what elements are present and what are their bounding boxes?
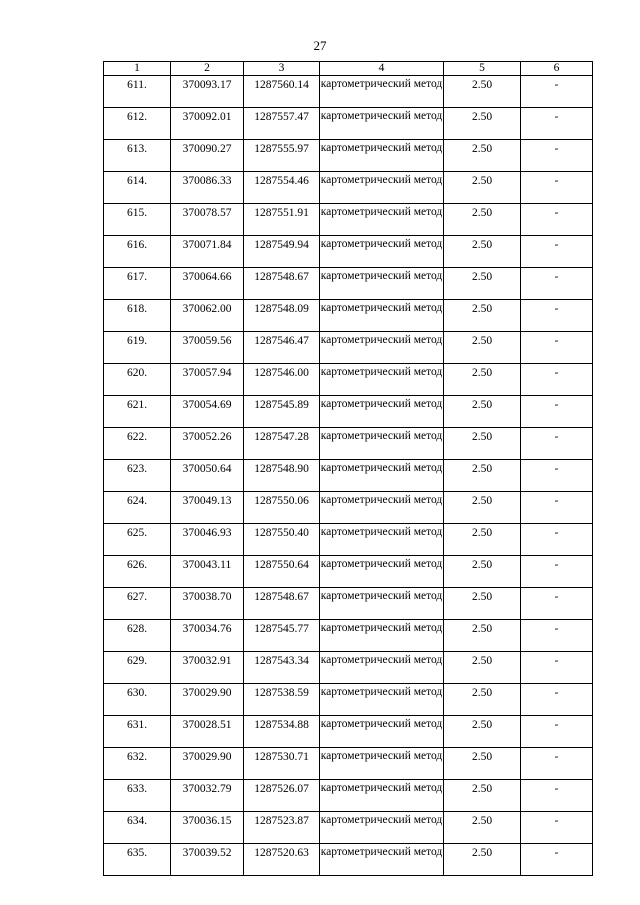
y-coordinate-cell: 1287538.59 xyxy=(244,684,320,716)
accuracy-cell: 2.50 xyxy=(444,460,521,492)
column-header-6: 6 xyxy=(521,62,593,76)
coordinates-table xyxy=(103,61,593,876)
point-number-cell: 625. xyxy=(104,524,171,556)
accuracy-cell: 2.50 xyxy=(444,140,521,172)
method-cell: картометрический метод xyxy=(320,76,444,108)
point-number-cell: 631. xyxy=(104,716,171,748)
note-cell: - xyxy=(521,812,593,844)
y-coordinate-cell: 1287550.64 xyxy=(244,556,320,588)
x-coordinate-cell: 370028.51 xyxy=(171,716,244,748)
accuracy-cell: 2.50 xyxy=(444,780,521,812)
x-coordinate-cell: 370032.91 xyxy=(171,652,244,684)
table-row xyxy=(104,332,593,364)
note-cell: - xyxy=(521,556,593,588)
accuracy-cell: 2.50 xyxy=(444,204,521,236)
y-coordinate-cell: 1287550.40 xyxy=(244,524,320,556)
accuracy-cell: 2.50 xyxy=(444,108,521,140)
method-cell: картометрический метод xyxy=(320,492,444,524)
x-coordinate-cell: 370034.76 xyxy=(171,620,244,652)
method-cell: картометрический метод xyxy=(320,844,444,876)
accuracy-cell: 2.50 xyxy=(444,652,521,684)
method-cell: картометрический метод xyxy=(320,588,444,620)
accuracy-cell: 2.50 xyxy=(444,492,521,524)
point-number-cell: 628. xyxy=(104,620,171,652)
x-coordinate-cell: 370043.11 xyxy=(171,556,244,588)
point-number-cell: 624. xyxy=(104,492,171,524)
y-coordinate-cell: 1287520.63 xyxy=(244,844,320,876)
point-number-cell: 612. xyxy=(104,108,171,140)
point-number-cell: 611. xyxy=(104,76,171,108)
y-coordinate-cell: 1287548.67 xyxy=(244,268,320,300)
x-coordinate-cell: 370092.01 xyxy=(171,108,244,140)
table-row xyxy=(104,556,593,588)
x-coordinate-cell: 370029.90 xyxy=(171,748,244,780)
method-cell: картометрический метод xyxy=(320,268,444,300)
y-coordinate-cell: 1287546.47 xyxy=(244,332,320,364)
accuracy-cell: 2.50 xyxy=(444,236,521,268)
accuracy-cell: 2.50 xyxy=(444,748,521,780)
method-cell: картометрический метод xyxy=(320,236,444,268)
method-cell: картометрический метод xyxy=(320,620,444,652)
accuracy-cell: 2.50 xyxy=(444,684,521,716)
accuracy-cell: 2.50 xyxy=(444,396,521,428)
point-number-cell: 616. xyxy=(104,236,171,268)
note-cell: - xyxy=(521,76,593,108)
point-number-cell: 627. xyxy=(104,588,171,620)
method-cell: картометрический метод xyxy=(320,108,444,140)
method-cell: картометрический метод xyxy=(320,556,444,588)
x-coordinate-cell: 370078.57 xyxy=(171,204,244,236)
x-coordinate-cell: 370093.17 xyxy=(171,76,244,108)
y-coordinate-cell: 1287560.14 xyxy=(244,76,320,108)
column-header-2: 2 xyxy=(171,62,244,76)
note-cell: - xyxy=(521,460,593,492)
x-coordinate-cell: 370059.56 xyxy=(171,332,244,364)
y-coordinate-cell: 1287546.00 xyxy=(244,364,320,396)
table-row xyxy=(104,204,593,236)
point-number-cell: 619. xyxy=(104,332,171,364)
table-row xyxy=(104,620,593,652)
table-row xyxy=(104,684,593,716)
table-row xyxy=(104,108,593,140)
point-number-cell: 622. xyxy=(104,428,171,460)
method-cell: картометрический метод xyxy=(320,716,444,748)
y-coordinate-cell: 1287530.71 xyxy=(244,748,320,780)
column-header-1: 1 xyxy=(104,62,171,76)
x-coordinate-cell: 370049.13 xyxy=(171,492,244,524)
x-coordinate-cell: 370046.93 xyxy=(171,524,244,556)
accuracy-cell: 2.50 xyxy=(444,332,521,364)
note-cell: - xyxy=(521,588,593,620)
method-cell: картометрический метод xyxy=(320,364,444,396)
table-row xyxy=(104,396,593,428)
point-number-cell: 630. xyxy=(104,684,171,716)
point-number-cell: 632. xyxy=(104,748,171,780)
table-row xyxy=(104,140,593,172)
table-row xyxy=(104,652,593,684)
table-row xyxy=(104,172,593,204)
method-cell: картометрический метод xyxy=(320,396,444,428)
method-cell: картометрический метод xyxy=(320,460,444,492)
method-cell: картометрический метод xyxy=(320,428,444,460)
note-cell: - xyxy=(521,524,593,556)
y-coordinate-cell: 1287548.67 xyxy=(244,588,320,620)
y-coordinate-cell: 1287543.34 xyxy=(244,652,320,684)
method-cell: картометрический метод xyxy=(320,204,444,236)
x-coordinate-cell: 370036.15 xyxy=(171,812,244,844)
table-row xyxy=(104,524,593,556)
table-row xyxy=(104,716,593,748)
note-cell: - xyxy=(521,652,593,684)
table-row xyxy=(104,492,593,524)
y-coordinate-cell: 1287534.88 xyxy=(244,716,320,748)
accuracy-cell: 2.50 xyxy=(444,76,521,108)
note-cell: - xyxy=(521,428,593,460)
accuracy-cell: 2.50 xyxy=(444,364,521,396)
note-cell: - xyxy=(521,140,593,172)
note-cell: - xyxy=(521,108,593,140)
method-cell: картометрический метод xyxy=(320,652,444,684)
note-cell: - xyxy=(521,236,593,268)
y-coordinate-cell: 1287555.97 xyxy=(244,140,320,172)
accuracy-cell: 2.50 xyxy=(444,620,521,652)
accuracy-cell: 2.50 xyxy=(444,716,521,748)
point-number-cell: 615. xyxy=(104,204,171,236)
table-row xyxy=(104,76,593,108)
table-row xyxy=(104,460,593,492)
point-number-cell: 620. xyxy=(104,364,171,396)
point-number-cell: 618. xyxy=(104,300,171,332)
x-coordinate-cell: 370050.64 xyxy=(171,460,244,492)
method-cell: картометрический метод xyxy=(320,748,444,780)
page-number: 27 xyxy=(313,38,327,53)
accuracy-cell: 2.50 xyxy=(444,812,521,844)
note-cell: - xyxy=(521,684,593,716)
table-row xyxy=(104,588,593,620)
table-row xyxy=(104,268,593,300)
accuracy-cell: 2.50 xyxy=(444,172,521,204)
column-header-4: 4 xyxy=(320,62,444,76)
note-cell: - xyxy=(521,204,593,236)
note-cell: - xyxy=(521,300,593,332)
y-coordinate-cell: 1287557.47 xyxy=(244,108,320,140)
accuracy-cell: 2.50 xyxy=(444,300,521,332)
method-cell: картометрический метод xyxy=(320,332,444,364)
note-cell: - xyxy=(521,780,593,812)
y-coordinate-cell: 1287548.90 xyxy=(244,460,320,492)
table-row xyxy=(104,236,593,268)
x-coordinate-cell: 370071.84 xyxy=(171,236,244,268)
y-coordinate-cell: 1287550.06 xyxy=(244,492,320,524)
note-cell: - xyxy=(521,620,593,652)
x-coordinate-cell: 370086.33 xyxy=(171,172,244,204)
table-body xyxy=(104,76,593,876)
accuracy-cell: 2.50 xyxy=(444,268,521,300)
x-coordinate-cell: 370052.26 xyxy=(171,428,244,460)
note-cell: - xyxy=(521,748,593,780)
method-cell: картометрический метод xyxy=(320,684,444,716)
accuracy-cell: 2.50 xyxy=(444,844,521,876)
method-cell: картометрический метод xyxy=(320,780,444,812)
y-coordinate-cell: 1287523.87 xyxy=(244,812,320,844)
method-cell: картометрический метод xyxy=(320,140,444,172)
x-coordinate-cell: 370062.00 xyxy=(171,300,244,332)
method-cell: картометрический метод xyxy=(320,812,444,844)
x-coordinate-cell: 370038.70 xyxy=(171,588,244,620)
point-number-cell: 629. xyxy=(104,652,171,684)
method-cell: картометрический метод xyxy=(320,172,444,204)
x-coordinate-cell: 370054.69 xyxy=(171,396,244,428)
x-coordinate-cell: 370057.94 xyxy=(171,364,244,396)
x-coordinate-cell: 370032.79 xyxy=(171,780,244,812)
point-number-cell: 621. xyxy=(104,396,171,428)
note-cell: - xyxy=(521,172,593,204)
y-coordinate-cell: 1287548.09 xyxy=(244,300,320,332)
y-coordinate-cell: 1287549.94 xyxy=(244,236,320,268)
point-number-cell: 614. xyxy=(104,172,171,204)
y-coordinate-cell: 1287551.91 xyxy=(244,204,320,236)
table-row xyxy=(104,300,593,332)
table-row xyxy=(104,780,593,812)
point-number-cell: 635. xyxy=(104,844,171,876)
x-coordinate-cell: 370039.52 xyxy=(171,844,244,876)
table-row xyxy=(104,428,593,460)
note-cell: - xyxy=(521,844,593,876)
point-number-cell: 634. xyxy=(104,812,171,844)
table-row xyxy=(104,812,593,844)
point-number-cell: 626. xyxy=(104,556,171,588)
note-cell: - xyxy=(521,492,593,524)
table-row xyxy=(104,844,593,876)
point-number-cell: 623. xyxy=(104,460,171,492)
y-coordinate-cell: 1287545.77 xyxy=(244,620,320,652)
column-header-5: 5 xyxy=(444,62,521,76)
accuracy-cell: 2.50 xyxy=(444,588,521,620)
note-cell: - xyxy=(521,332,593,364)
note-cell: - xyxy=(521,268,593,300)
y-coordinate-cell: 1287526.07 xyxy=(244,780,320,812)
y-coordinate-cell: 1287547.28 xyxy=(244,428,320,460)
table-header-row xyxy=(104,62,593,76)
accuracy-cell: 2.50 xyxy=(444,556,521,588)
point-number-cell: 617. xyxy=(104,268,171,300)
method-cell: картометрический метод xyxy=(320,300,444,332)
x-coordinate-cell: 370090.27 xyxy=(171,140,244,172)
note-cell: - xyxy=(521,716,593,748)
y-coordinate-cell: 1287554.46 xyxy=(244,172,320,204)
point-number-cell: 613. xyxy=(104,140,171,172)
table-row xyxy=(104,748,593,780)
note-cell: - xyxy=(521,396,593,428)
note-cell: - xyxy=(521,364,593,396)
accuracy-cell: 2.50 xyxy=(444,524,521,556)
method-cell: картометрический метод xyxy=(320,524,444,556)
accuracy-cell: 2.50 xyxy=(444,428,521,460)
x-coordinate-cell: 370029.90 xyxy=(171,684,244,716)
x-coordinate-cell: 370064.66 xyxy=(171,268,244,300)
y-coordinate-cell: 1287545.89 xyxy=(244,396,320,428)
table-row xyxy=(104,364,593,396)
point-number-cell: 633. xyxy=(104,780,171,812)
column-header-3: 3 xyxy=(244,62,320,76)
